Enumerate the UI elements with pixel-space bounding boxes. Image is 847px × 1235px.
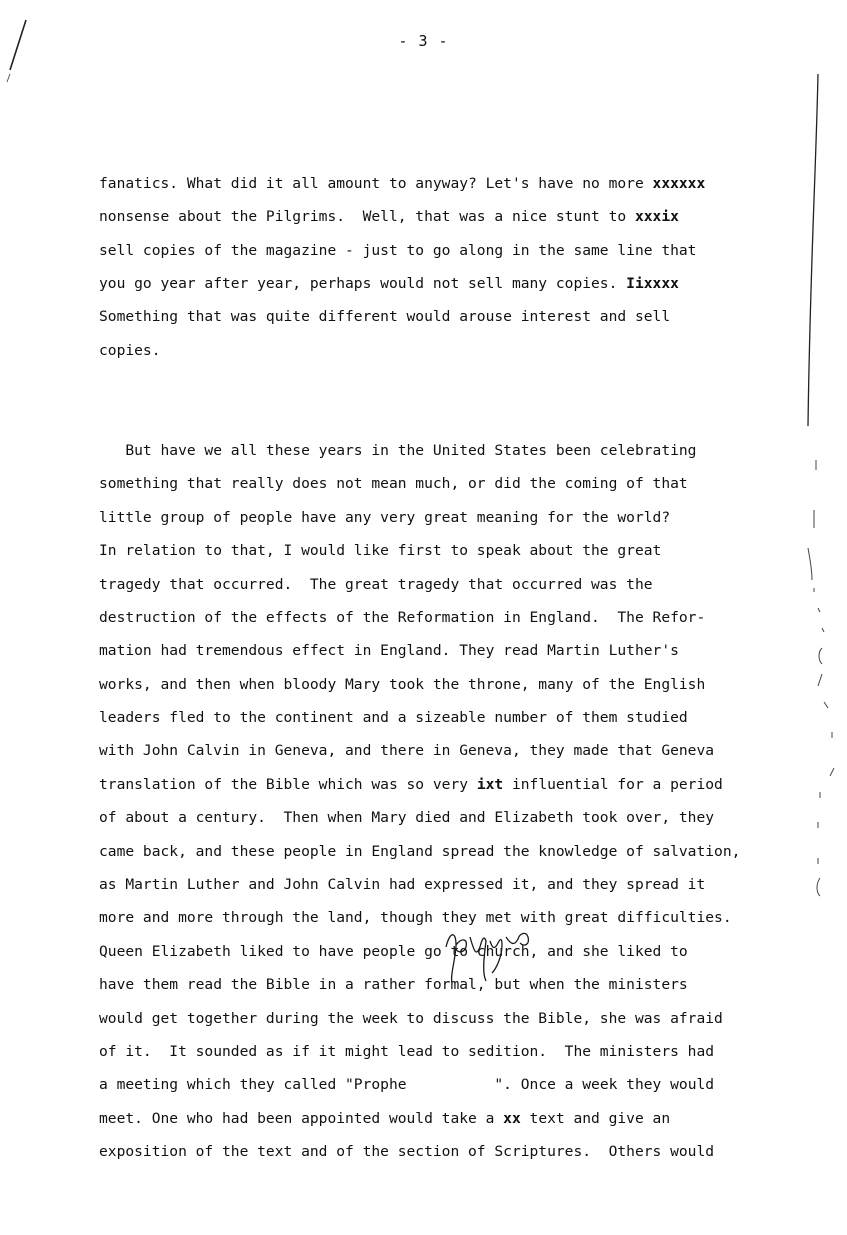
margin-tick-marks: [806, 440, 842, 920]
line-text: meet. One who had been appointed would take a: [99, 1109, 504, 1127]
line-text: copies.: [99, 341, 161, 359]
line-text: as Martin Luther and John Calvin had expressed it, and they spread it: [99, 876, 706, 894]
line-text: of it. It sounded as if it might lead to sedition. The ministers had: [99, 1043, 715, 1060]
line-text: have them read the Bible in a rather formal, but when the ministers: [99, 976, 688, 994]
text-line: [99, 768, 819, 801]
struck-out-text: xx: [503, 1109, 521, 1127]
line-text: came back, and these people in England spread the knowledge of salvation,: [99, 842, 741, 860]
text-line: [99, 534, 819, 567]
struck-out-text: Iixxxx: [626, 274, 679, 292]
line-text: leaders fled to the continent and a sizeable number of them studied: [99, 709, 688, 727]
line-text: destruction of the effects of the Reformation in England. The Refor-: [99, 608, 706, 626]
text-line: [99, 1035, 819, 1068]
paragraph-2: [99, 434, 819, 1169]
line-text: sell copies of the magazine - just to go along in the same line that: [99, 241, 697, 259]
text-line: [99, 467, 819, 500]
line-text-continued: ". Once a week they would: [406, 1076, 715, 1094]
line-text: fanatics. What did it all amount to anyway? Let's have no more: [99, 174, 653, 192]
struck-out-text: xxxxxx: [652, 174, 706, 192]
text-line: [99, 1102, 819, 1135]
text-line: [99, 668, 819, 701]
text-line: [99, 200, 819, 233]
typed-text-body: [99, 100, 819, 1235]
line-text: more and more through the land, though they met with great difficulties.: [99, 909, 732, 927]
line-text: But have we all these years in the United States been celebrating: [99, 441, 697, 459]
text-line: [99, 835, 819, 868]
text-line: [99, 701, 819, 734]
struck-out-text: xxxix: [634, 208, 679, 226]
line-text: nonsense about the Pilgrims. Well, that was a nice stunt to: [99, 208, 635, 226]
margin-vertical-bar: [804, 70, 824, 440]
text-line: [99, 234, 819, 267]
struck-out-text: ixt: [476, 775, 504, 793]
page-number: - 3 -: [398, 32, 449, 50]
line-text-continued: influential for a period: [503, 775, 723, 793]
line-text: something that really does not mean much, or did the coming of that: [99, 475, 688, 493]
text-line: [99, 634, 819, 667]
text-line: [99, 568, 819, 601]
line-text: Queen Elizabeth liked to have people go to church, and she liked to: [99, 942, 688, 960]
text-line: [99, 501, 819, 534]
text-line: [99, 801, 819, 834]
text-line: [99, 434, 819, 467]
line-text: In relation to that, I would like first to speak about the great: [99, 542, 662, 560]
text-line: [99, 267, 819, 300]
line-text: of about a century. Then when Mary died and Elizabeth took over, they: [99, 809, 715, 827]
line-text: translation of the Bible which was so very: [99, 775, 477, 793]
line-text: Something that was quite different would arouse interest and sell: [99, 308, 671, 326]
line-text-continued: text and give an: [520, 1109, 671, 1127]
line-text: little group of people have any very great meaning for the world?: [99, 508, 671, 526]
line-text: a meeting which they called "Prophe: [99, 1076, 407, 1094]
line-text: would get together during the week to discuss the Bible, she was afraid: [99, 1009, 723, 1027]
paragraph-1: [99, 167, 819, 367]
line-text: tragedy that occurred. The great tragedy that occurred was the: [99, 575, 653, 593]
text-line: [99, 868, 819, 901]
text-line: [99, 734, 819, 767]
text-line: [99, 300, 819, 333]
line-text: with John Calvin in Geneva, and there in Geneva, they made that Geneva: [99, 742, 715, 760]
text-line: [99, 334, 819, 367]
line-text: you go year after year, perhaps would not sell many copies.: [99, 274, 627, 292]
text-line: [99, 601, 819, 634]
text-line: [99, 1135, 819, 1168]
line-text: exposition of the text and of the section of Scriptures. Others would: [99, 1143, 715, 1161]
line-text: works, and then when bloody Mary took the throne, many of the English: [99, 675, 706, 693]
text-line: [99, 1002, 819, 1035]
line-text: mation had tremendous effect in England. They read Martin Luther's: [99, 642, 679, 660]
text-line: [99, 1068, 819, 1101]
text-line: [99, 167, 819, 200]
handwritten-insertion: [440, 917, 550, 987]
